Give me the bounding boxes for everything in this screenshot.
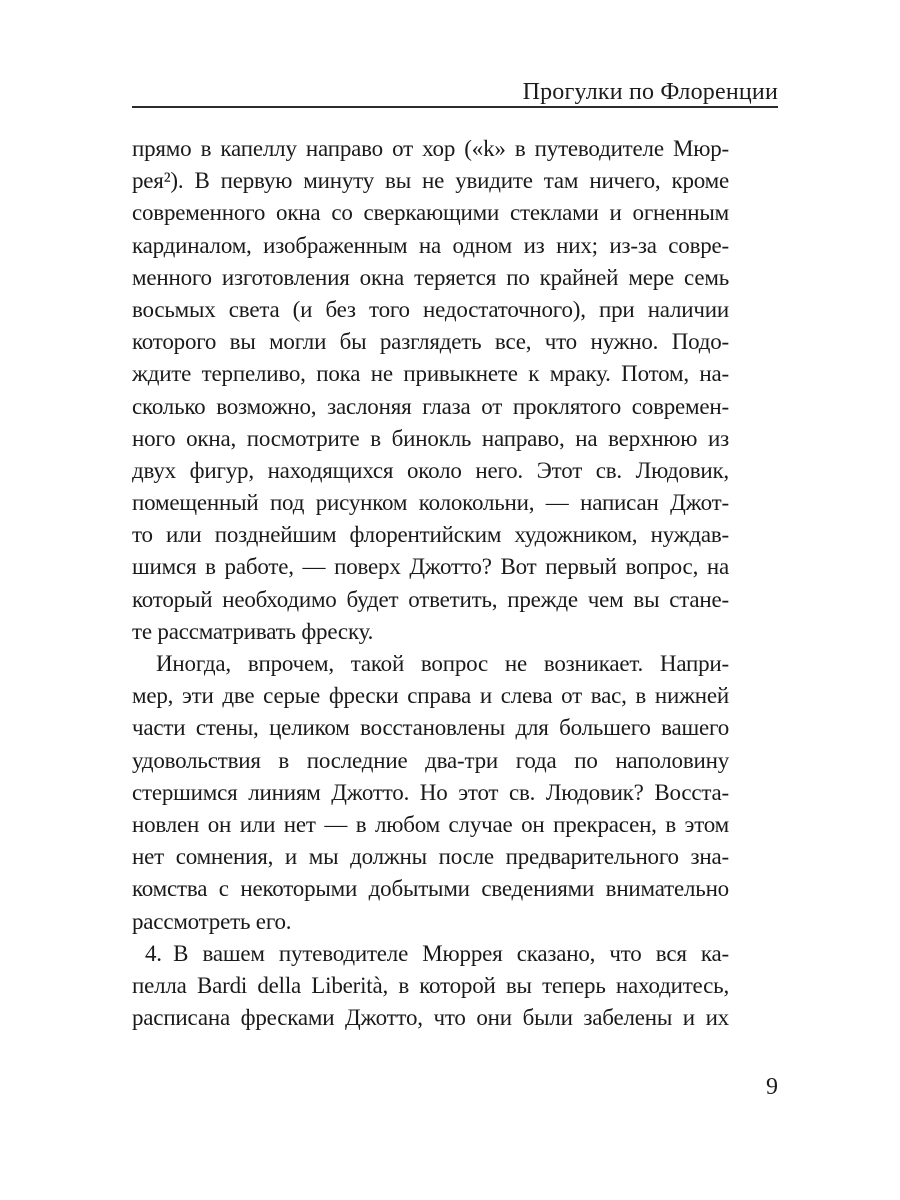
running-header-title: Прогулки по Флоренции xyxy=(522,79,778,105)
text-line: комства с некоторыми добытыми сведениями внимательно xyxy=(132,876,729,902)
text-line: помещенный под рисунком колокольни, — написан Джот- xyxy=(132,490,729,516)
text-line: то или позднейшим флорентийским художником, нуждав- xyxy=(132,522,729,548)
text-line-paragraph-start: 4. В вашем путеводителе Мюррея сказано, что вся ка- xyxy=(145,940,729,966)
text-line: ждите терпеливо, пока не привыкнете к мраку. Потом, на- xyxy=(132,361,729,387)
header-rule xyxy=(132,106,778,108)
text-line-paragraph-end: те рассматривать фреску. xyxy=(132,618,374,644)
text-line: шимся в работе, — поверх Джотто? Вот первый вопрос, на xyxy=(132,554,729,580)
text-line: который необходимо будет ответить, прежде чем вы стане- xyxy=(132,586,729,612)
text-line: рея²). В первую минуту вы не увидите там ничего, кроме xyxy=(132,168,729,194)
text-line-paragraph-start: Иногда, впрочем, такой вопрос не возникает. Напри- xyxy=(156,651,729,676)
body-text xyxy=(132,133,729,1034)
text-line-paragraph-end: рассмотреть его. xyxy=(132,908,292,934)
text-line: новлен он или нет — в любом случае он прекрасен, в этом xyxy=(132,811,729,837)
text-line: ного окна, посмотрите в бинокль направо, на верхнюю из xyxy=(132,425,729,451)
text-line: расписана фресками Джотто, что они были забелены и их xyxy=(132,1005,729,1031)
text-line: части стены, целиком восстановлены для большего вашего xyxy=(132,715,729,741)
text-line: стершимся линиям Джотто. Но этот св. Людовик? Восста- xyxy=(132,779,729,805)
text-line: восьмых света (и без того недостаточного), при наличии xyxy=(132,296,729,322)
text-line: кардиналом, изображенным на одном из них; из-за совре- xyxy=(132,232,729,258)
text-line: которого вы могли бы разглядеть все, что нужно. Подо- xyxy=(132,329,729,355)
text-line: современного окна со сверкающими стеклами и огненным xyxy=(132,200,729,226)
text-line: менного изготовления окна теряется по крайней мере семь xyxy=(132,264,729,290)
text-line: пелла Bardi della Liberità, в которой вы теперь находитесь, xyxy=(132,972,729,998)
text-line: сколько возможно, заслоняя глаза от проклятого современ- xyxy=(132,393,729,419)
text-line: удовольствия в последние два-три года по наполовину xyxy=(132,747,729,773)
text-line: двух фигур, находящихся около него. Этот св. Людовик, xyxy=(132,457,729,483)
text-line: прямо в капеллу направо от хор («k» в путеводителе Мюр- xyxy=(132,136,729,161)
text-line: нет сомнения, и мы должны после предварительного зна- xyxy=(132,844,729,870)
text-line: мер, эти две серые фрески справа и слева от вас, в нижней xyxy=(132,683,729,709)
page-number: 9 xyxy=(766,1074,778,1100)
